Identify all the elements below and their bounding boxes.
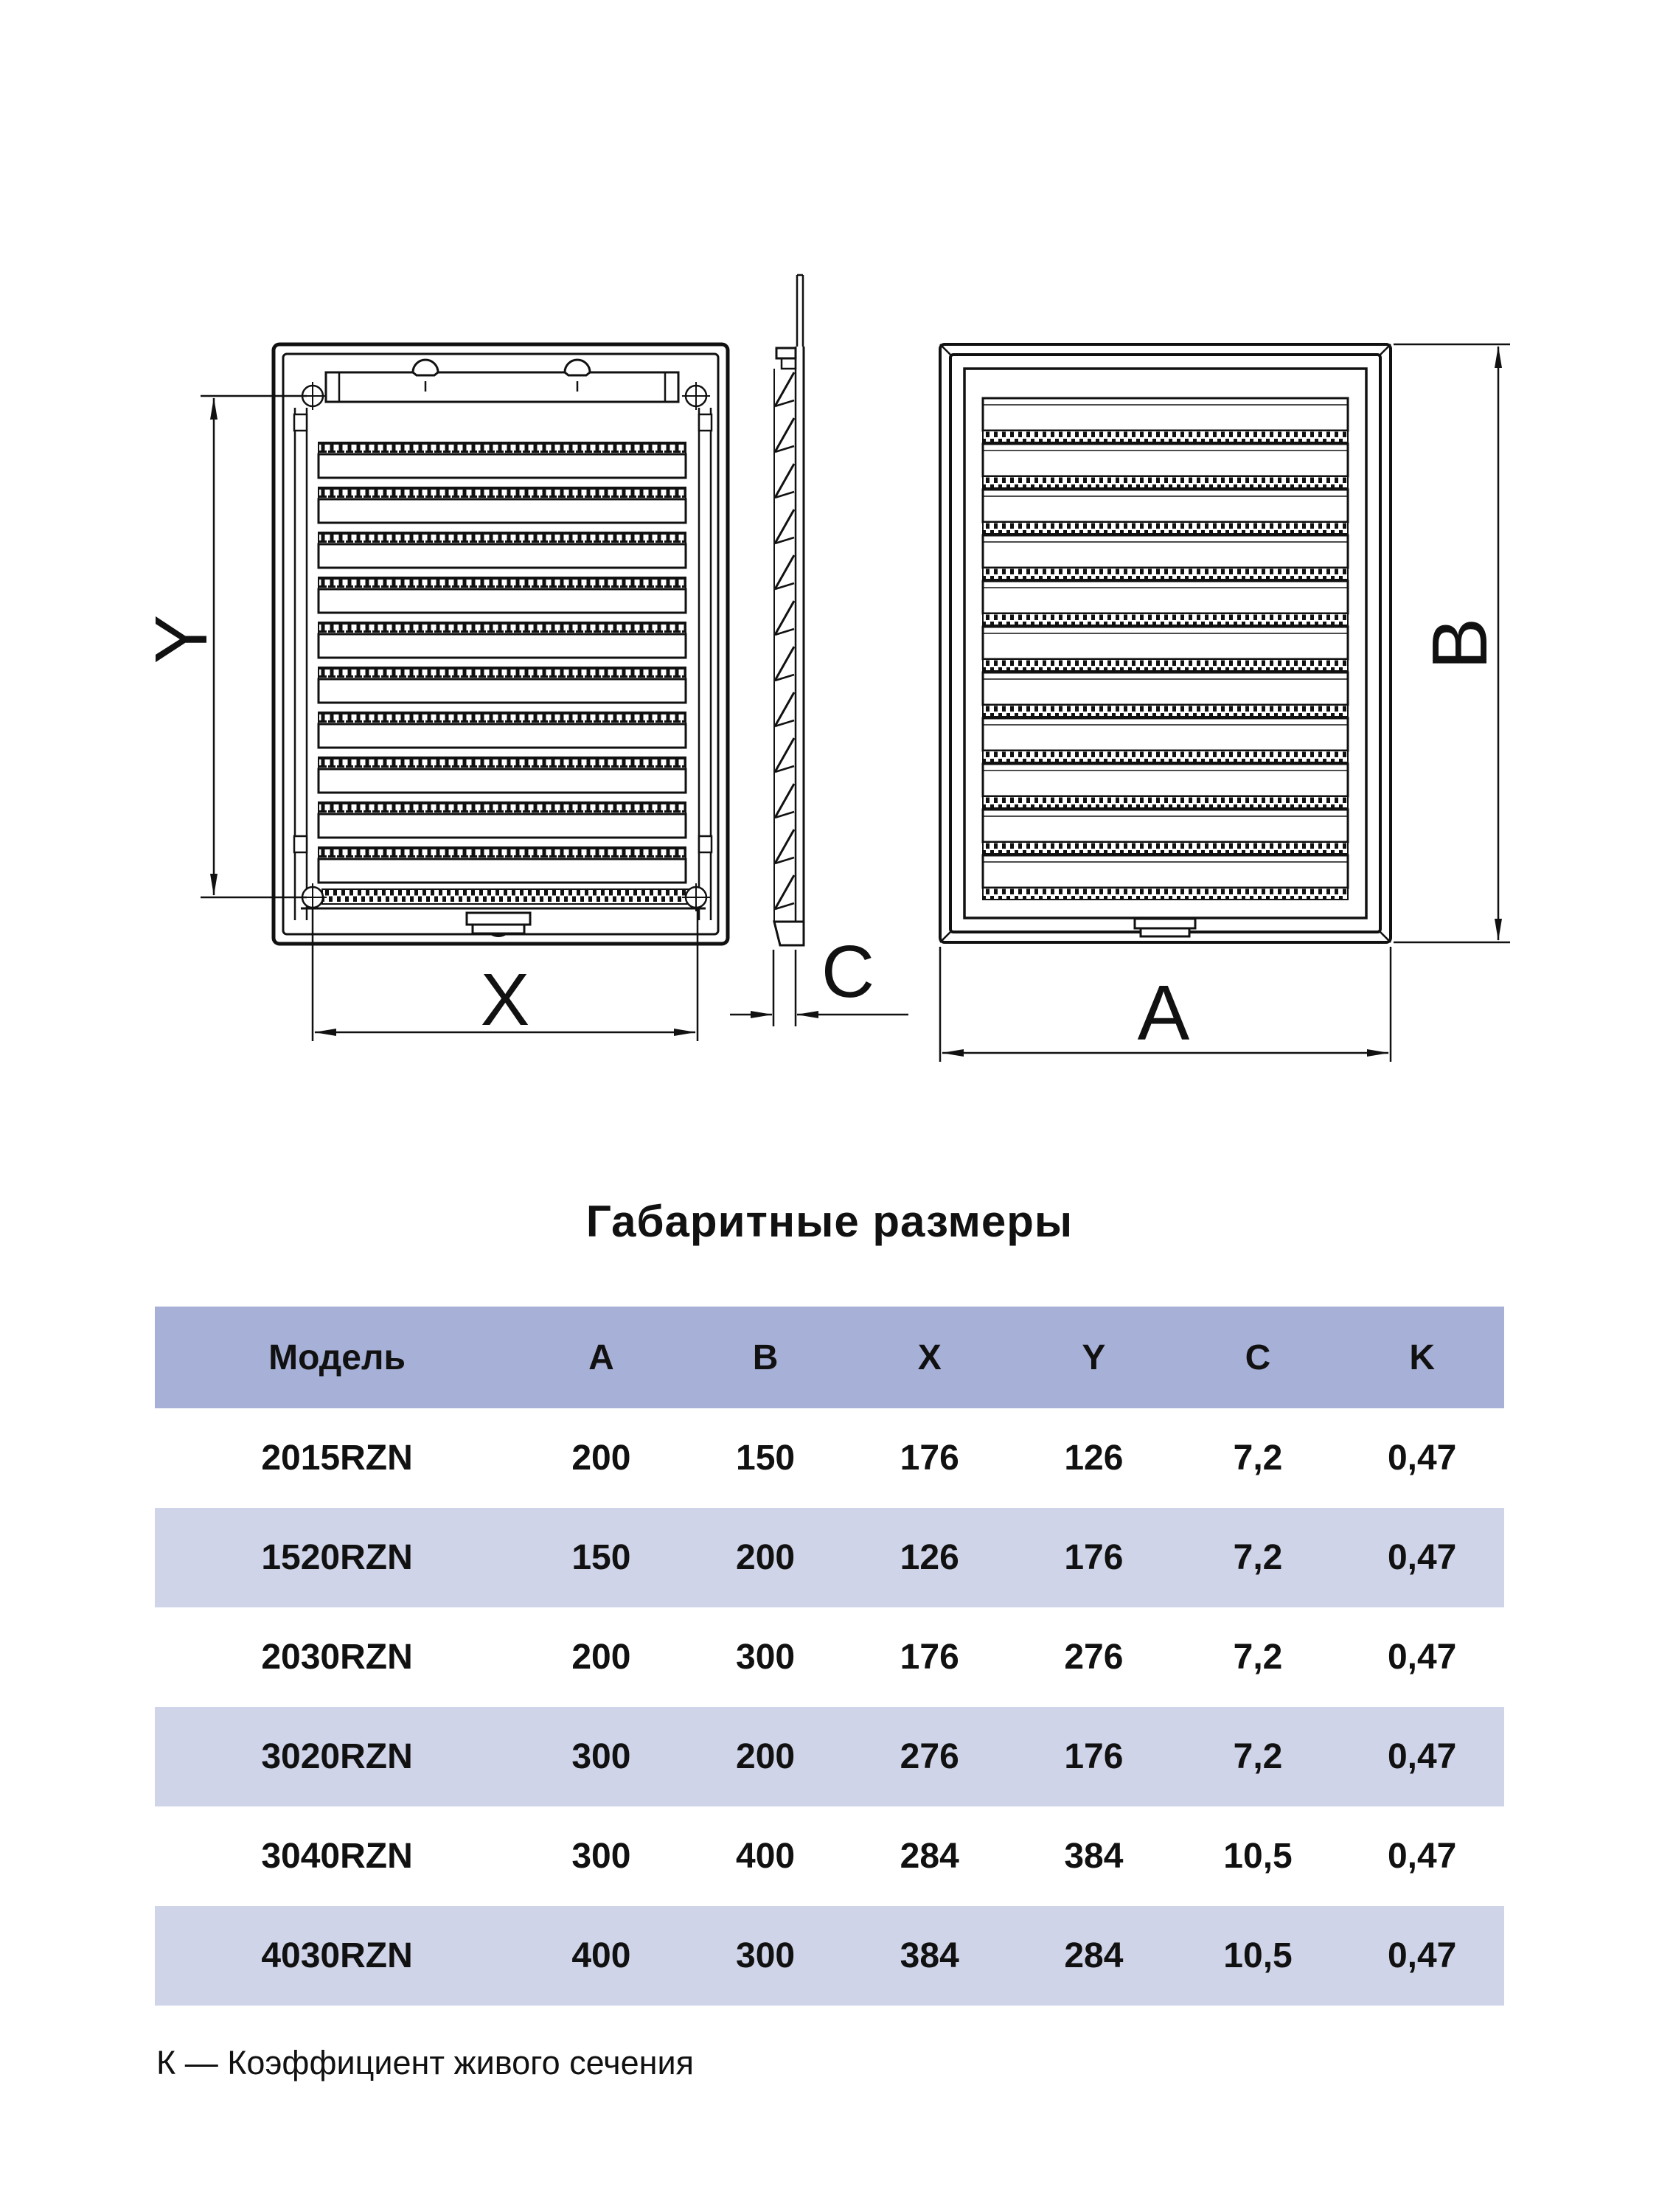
value-cell: 400: [571, 1936, 631, 1975]
value-cell: 126: [1064, 1439, 1124, 1478]
value-cell: 0,47: [1387, 1638, 1457, 1677]
value-cell: 176: [1064, 1737, 1124, 1776]
table-row: [155, 1906, 1504, 2006]
value-cell: 176: [900, 1439, 959, 1478]
value-cell: 284: [900, 1837, 959, 1876]
value-cell: 10,5: [1223, 1936, 1293, 1975]
side-view: [774, 275, 804, 945]
dimensions-table: [155, 1307, 1504, 2006]
front-handle: [467, 913, 530, 936]
value-cell: 200: [736, 1538, 796, 1577]
side-view-dimensions: [730, 950, 908, 1026]
value-cell: 176: [1064, 1538, 1124, 1577]
value-cell: 284: [1064, 1936, 1124, 1975]
value-cell: 384: [1064, 1837, 1124, 1876]
value-cell: 200: [571, 1439, 631, 1478]
value-cell: 300: [736, 1936, 796, 1975]
section-title: Габаритные размеры: [585, 1197, 1074, 1246]
col-header-a: A: [588, 1338, 614, 1377]
col-header-y: Y: [1082, 1338, 1106, 1377]
col-header-c: C: [1245, 1338, 1271, 1377]
value-cell: 0,47: [1387, 1837, 1457, 1876]
table-row: [155, 1707, 1504, 1806]
col-header-b: B: [752, 1338, 779, 1377]
side-louvres: [775, 372, 794, 909]
dim-label-c: C: [821, 931, 875, 1013]
dim-label-y: Y: [140, 614, 223, 664]
value-cell: 0,47: [1387, 1439, 1457, 1478]
model-cell: 4030RZN: [261, 1936, 413, 1975]
model-cell: 2030RZN: [261, 1638, 413, 1677]
value-cell: 276: [900, 1737, 959, 1776]
table-row: [155, 1408, 1504, 1508]
table-row: [155, 1607, 1504, 1707]
back-handle: [1135, 919, 1195, 936]
value-cell: 176: [900, 1638, 959, 1677]
front-view: [274, 344, 728, 944]
value-cell: 0,47: [1387, 1936, 1457, 1975]
value-cell: 300: [736, 1638, 796, 1677]
model-cell: 3040RZN: [261, 1837, 413, 1876]
back-view: [940, 344, 1391, 942]
model-cell: 3020RZN: [261, 1737, 413, 1776]
back-louvres: [983, 398, 1348, 900]
footnote: К — Коэффициент живого сечения: [156, 2044, 694, 2081]
model-cell: 1520RZN: [261, 1538, 413, 1577]
value-cell: 200: [736, 1737, 796, 1776]
col-header-model: Модель: [268, 1338, 406, 1377]
model-cell: 2015RZN: [261, 1439, 413, 1478]
value-cell: 7,2: [1233, 1538, 1283, 1577]
value-cell: 200: [571, 1638, 631, 1677]
dim-label-b: B: [1416, 617, 1503, 670]
value-cell: 7,2: [1233, 1638, 1283, 1677]
value-cell: 7,2: [1233, 1439, 1283, 1478]
value-cell: 0,47: [1387, 1538, 1457, 1577]
value-cell: 150: [736, 1439, 796, 1478]
col-header-k: K: [1409, 1338, 1435, 1377]
value-cell: 384: [900, 1936, 959, 1975]
value-cell: 300: [571, 1737, 631, 1776]
dim-label-x: X: [480, 959, 530, 1041]
table-header-row: [155, 1307, 1504, 1408]
col-header-x: X: [917, 1338, 942, 1377]
value-cell: 300: [571, 1837, 631, 1876]
value-cell: 400: [736, 1837, 796, 1876]
table-row: [155, 1806, 1504, 1906]
dim-label-a: A: [1137, 970, 1190, 1057]
value-cell: 276: [1064, 1638, 1124, 1677]
value-cell: 0,47: [1387, 1737, 1457, 1776]
value-cell: 126: [900, 1538, 959, 1577]
keyhole-slot: [413, 360, 590, 392]
value-cell: 10,5: [1223, 1837, 1293, 1876]
front-louvres: [319, 442, 686, 883]
table-row: [155, 1508, 1504, 1607]
value-cell: 7,2: [1233, 1737, 1283, 1776]
value-cell: 150: [571, 1538, 631, 1577]
